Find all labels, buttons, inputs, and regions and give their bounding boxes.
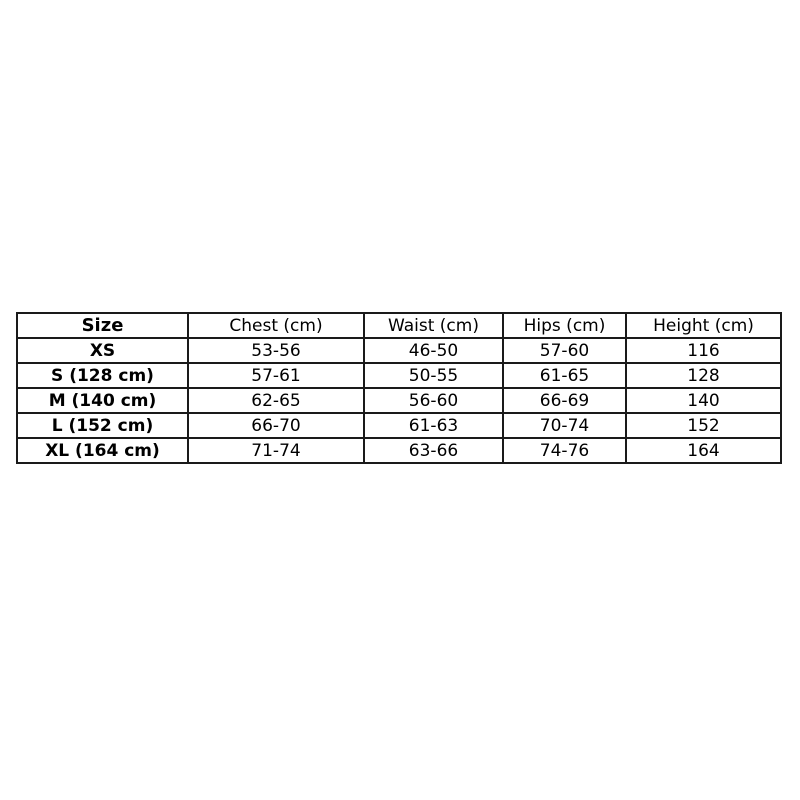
column-header-waist: Waist (cm)	[364, 313, 503, 338]
hips-value: 70-74	[503, 413, 626, 438]
chest-value: 66-70	[188, 413, 364, 438]
waist-value: 61-63	[364, 413, 503, 438]
table-row-xs	[17, 338, 781, 363]
column-header-height: Height (cm)	[626, 313, 781, 338]
table-row-l	[17, 413, 781, 438]
size-label: XL (164 cm)	[17, 438, 188, 463]
waist-value: 56-60	[364, 388, 503, 413]
table-row-m	[17, 388, 781, 413]
chest-value: 62-65	[188, 388, 364, 413]
hips-value: 74-76	[503, 438, 626, 463]
hips-value: 66-69	[503, 388, 626, 413]
column-header-hips: Hips (cm)	[503, 313, 626, 338]
size-chart-table	[16, 312, 782, 464]
table-row-xl	[17, 438, 781, 463]
height-value: 116	[626, 338, 781, 363]
table-row-s	[17, 363, 781, 388]
chest-value: 71-74	[188, 438, 364, 463]
size-label: M (140 cm)	[17, 388, 188, 413]
chest-value: 57-61	[188, 363, 364, 388]
hips-value: 61-65	[503, 363, 626, 388]
height-value: 164	[626, 438, 781, 463]
height-value: 152	[626, 413, 781, 438]
size-label: S (128 cm)	[17, 363, 188, 388]
hips-value: 57-60	[503, 338, 626, 363]
column-header-size: Size	[17, 313, 188, 338]
waist-value: 46-50	[364, 338, 503, 363]
header-row	[17, 313, 781, 338]
waist-value: 63-66	[364, 438, 503, 463]
height-value: 140	[626, 388, 781, 413]
chest-value: 53-56	[188, 338, 364, 363]
size-label: L (152 cm)	[17, 413, 188, 438]
size-label: XS	[17, 338, 188, 363]
column-header-chest: Chest (cm)	[188, 313, 364, 338]
height-value: 128	[626, 363, 781, 388]
waist-value: 50-55	[364, 363, 503, 388]
